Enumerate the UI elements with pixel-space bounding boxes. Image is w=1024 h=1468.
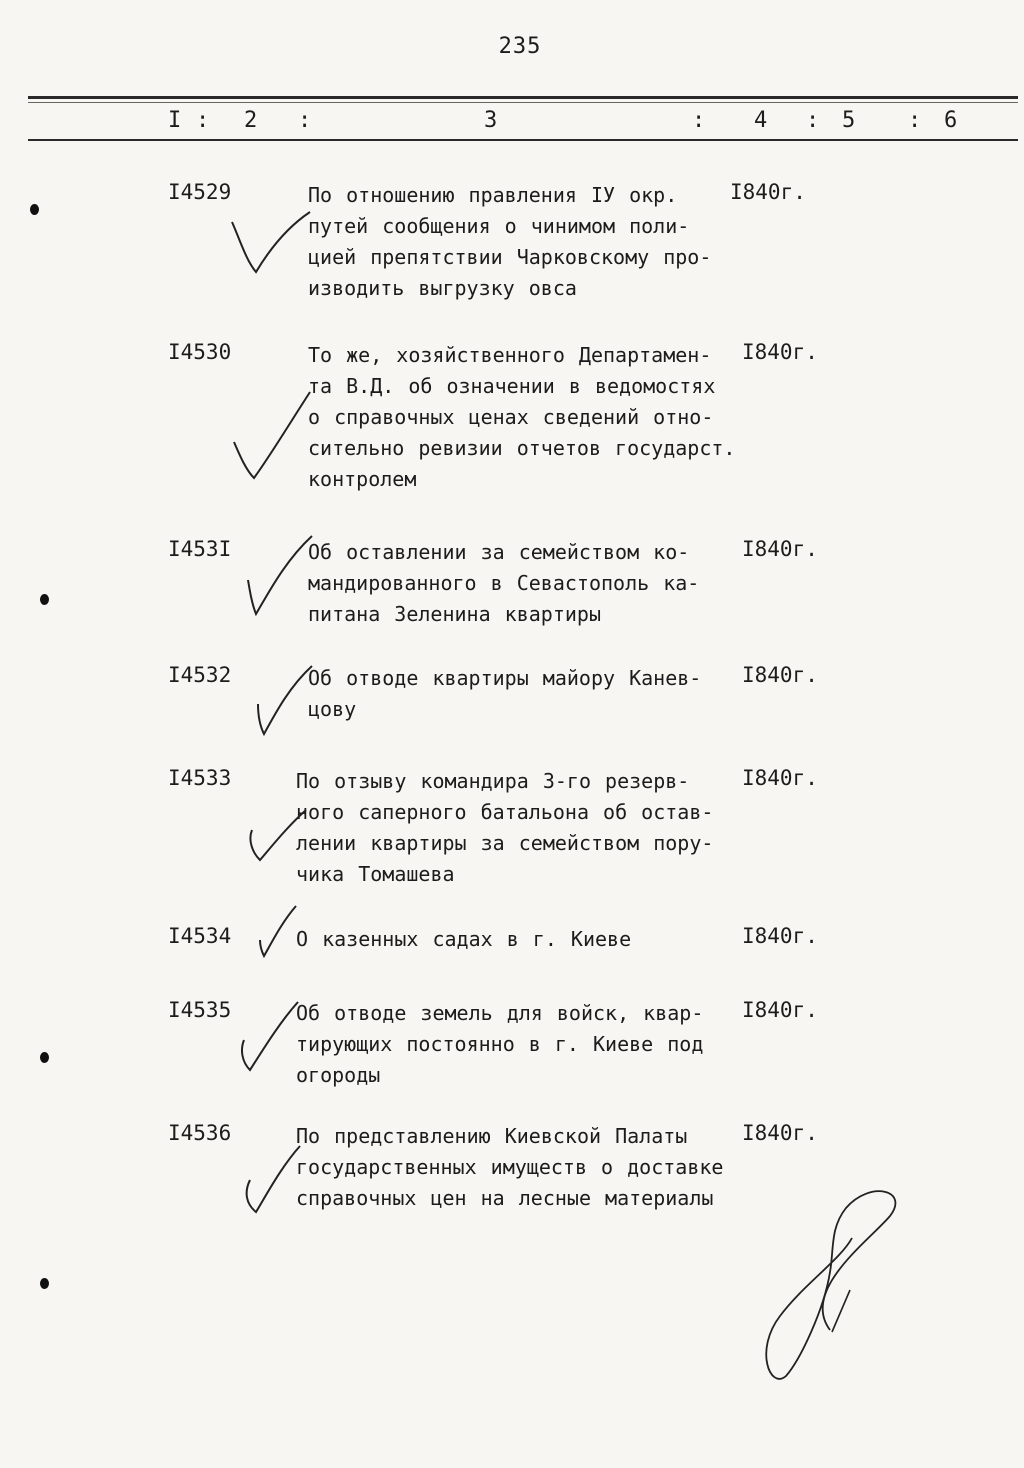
entry-year: I840г. — [742, 340, 818, 364]
description-line: о справочных ценах сведений отно- — [308, 405, 714, 429]
column-header-1: I — [168, 108, 182, 133]
description-line: сительно ревизии отчетов государст. — [308, 436, 736, 460]
entry-number: I4533 — [168, 766, 232, 790]
entry-number: I4534 — [168, 924, 232, 948]
signature-icon — [760, 1180, 920, 1390]
column-separator: : — [692, 108, 706, 133]
checkmark-icon — [254, 902, 304, 962]
entry-description — [308, 340, 748, 495]
entry-year: I840г. — [742, 663, 818, 687]
header-rule-top — [28, 96, 1018, 99]
column-headers — [0, 108, 1024, 136]
checkmark-icon — [244, 806, 314, 866]
checkmark-icon — [240, 530, 320, 620]
entry-year: I840г. — [742, 924, 818, 948]
header-rule-bottom — [28, 139, 1018, 141]
punch-hole — [40, 594, 49, 605]
entry-description — [296, 998, 736, 1091]
checkmark-icon — [250, 660, 320, 740]
entry-description — [308, 537, 748, 630]
description-line: По отзыву командира 3-го резерв- — [296, 769, 690, 793]
description-line: чика Томашева — [296, 862, 455, 886]
entry-year: I840г. — [742, 998, 818, 1022]
checkmark-icon — [236, 996, 306, 1076]
entry-year: I840г. — [742, 1121, 818, 1145]
description-line: путей сообщения о чинимом поли- — [308, 214, 690, 238]
entry-description — [296, 924, 736, 955]
entry-number: I4532 — [168, 663, 232, 687]
column-header-6: 6 — [944, 108, 958, 133]
description-line: мандированного в Севастополь ка- — [308, 571, 700, 595]
description-line: огороды — [296, 1063, 381, 1087]
description-line: Об отводе квартиры майору Канев- — [308, 666, 702, 690]
description-line: справочных цен на лесные материалы — [296, 1186, 714, 1210]
entry-description — [296, 766, 736, 890]
entry-number: I4530 — [168, 340, 232, 364]
description-line: контролем — [308, 467, 417, 491]
description-line: То же, хозяйственного Департамен- — [308, 343, 712, 367]
column-header-4: 4 — [754, 108, 768, 133]
description-line: цову — [308, 697, 357, 721]
entry-number: I4535 — [168, 998, 232, 1022]
entry-year: I840г. — [742, 766, 818, 790]
column-header-2: 2 — [244, 108, 258, 133]
column-header-5: 5 — [842, 108, 856, 133]
description-line: изводить выгрузку овса — [308, 276, 577, 300]
entry-description — [308, 180, 748, 304]
punch-hole — [30, 204, 39, 215]
page-number: 235 — [498, 34, 542, 59]
column-separator: : — [806, 108, 820, 133]
column-separator: : — [298, 108, 312, 133]
column-header-3: 3 — [484, 108, 498, 133]
entry-year: I840г. — [730, 180, 806, 204]
entry-year: I840г. — [742, 537, 818, 561]
description-line: государственных имуществ о доставке — [296, 1155, 724, 1179]
column-separator: : — [196, 108, 210, 133]
description-line: ного саперного батальона об остав- — [296, 800, 714, 824]
entry-number: I4529 — [168, 180, 232, 204]
entry-number: I4536 — [168, 1121, 232, 1145]
punch-hole — [40, 1278, 49, 1289]
checkmark-icon — [226, 200, 316, 290]
header-rule-top-thin — [28, 102, 1018, 103]
checkmark-icon — [228, 386, 318, 496]
description-line: тирующих постоянно в г. Киеве под — [296, 1032, 704, 1056]
description-line: лении квартиры за семейством пору- — [296, 831, 714, 855]
description-line: По отношению правления IУ окр. — [308, 183, 678, 207]
entry-number: I453I — [168, 537, 232, 561]
description-line: Об оставлении за семейством ко- — [308, 540, 690, 564]
entry-description — [296, 1121, 736, 1214]
description-line: питана Зеленина квартиры — [308, 602, 601, 626]
description-line: Об отводе земель для войск, квар- — [296, 1001, 704, 1025]
punch-hole — [40, 1052, 49, 1063]
description-line: По представлению Киевской Палаты — [296, 1124, 688, 1148]
entry-description — [308, 663, 748, 725]
checkmark-icon — [240, 1140, 310, 1220]
description-line: О казенных садах в г. Киеве — [296, 927, 632, 951]
column-separator: : — [908, 108, 922, 133]
description-line: та В.Д. об означении в ведомостях — [308, 374, 716, 398]
description-line: цией препятствии Чарковскому про- — [308, 245, 712, 269]
